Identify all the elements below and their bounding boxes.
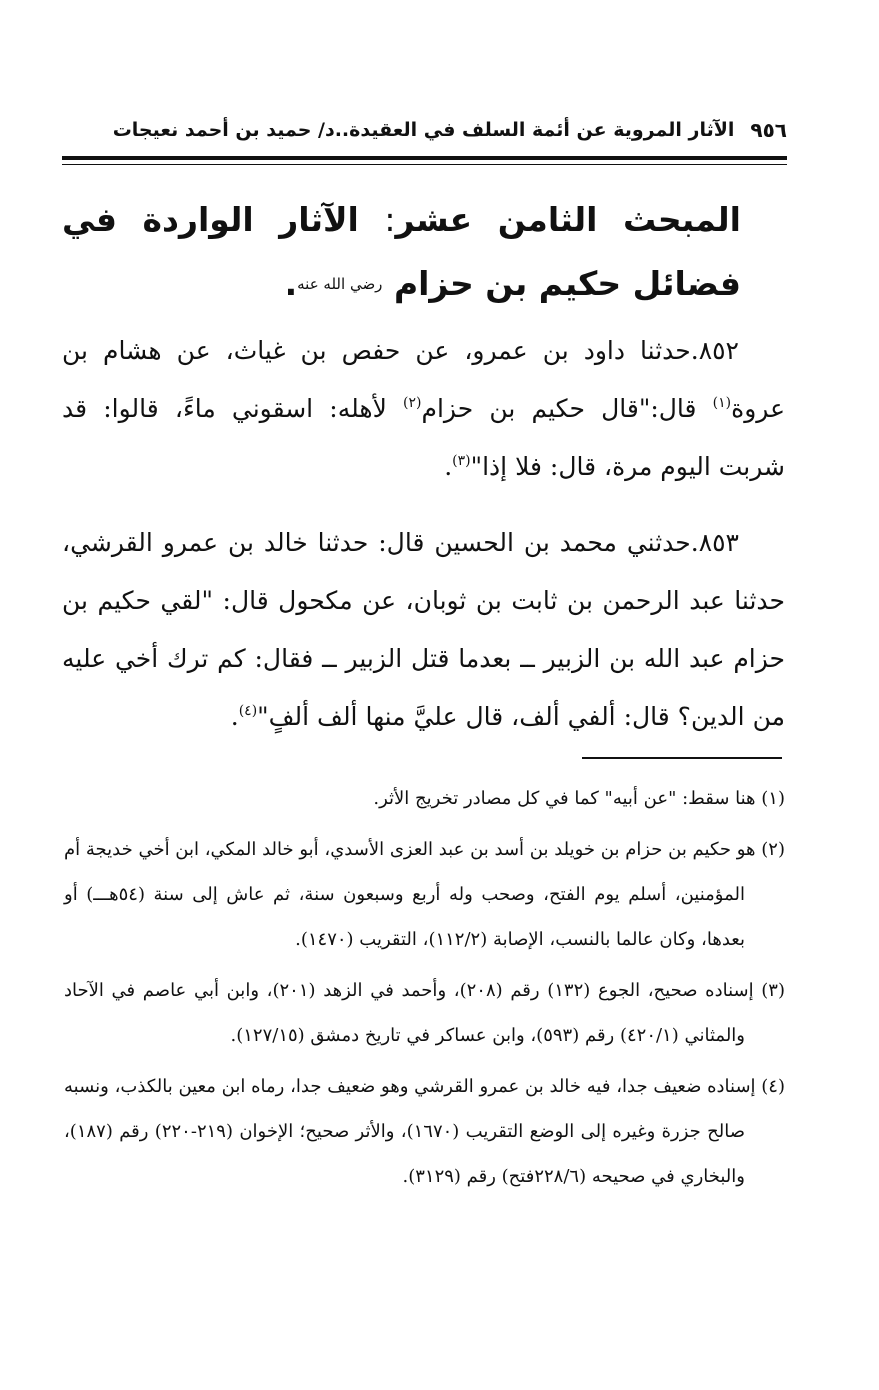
body-text [62, 322, 785, 764]
narration-number: ٨٥٢ [698, 336, 739, 365]
narration-text: .حدثنا داود بن عمرو، عن حفص بن غياث، عن هشام بن عروة [62, 336, 786, 423]
header-rule-thick [62, 156, 787, 160]
footnote-3: (٣) إسناده صحيح، الجوع (١٣٢) رقم (٢٠٨)، وأحمد في الزهد (٢٠١)، وابن أبي عاصم في الآحاد والمثاني (٤٢٠/١) رقم (٥٩٣)، وابن عساكر في تاريخ دمشق (١٢٧/١٥). [64, 980, 785, 1046]
footnote-1: (١) هنا سقط: "عن أبيه" كما في كل مصادر تخريج الأثر. [373, 788, 785, 809]
footnote-separator [582, 757, 782, 759]
narration-853 [62, 514, 785, 746]
footnote-2: (٢) هو حكيم بن حزام بن خويلد بن أسد بن عبد العزى الأسدي، أبو خالد المكي، ابن أخي خديجة أم المؤمنين، أسلم يوم الفتح، وصحب وله أربع وسبعون سنة، ثم عاش إلى سنة (٥٤هـــ) أو بعدها، وكان عالما بالنسب، الإصابة (١١٢/٢)، التقريب (١٤٧٠). [64, 839, 785, 950]
running-header [62, 112, 787, 148]
narration-text: لأهله: اسقوني ماءً، قالوا: قد شربت اليوم مرة، قال: فلا إذا" [62, 394, 785, 481]
header-rule-thin [62, 164, 787, 165]
footnote-ref: (٣) [452, 453, 471, 469]
section-title-main: المبحث الثامن عشر [395, 200, 741, 239]
narration-text: قال:"قال حكيم بن حزام [421, 394, 713, 423]
section-title-end: . [284, 264, 298, 303]
narration-852 [62, 322, 785, 496]
section-title-separator: : [384, 200, 396, 239]
narration-text: . [444, 452, 453, 481]
narration-number: ٨٥٣ [698, 528, 739, 557]
footnote-4: (٤) إسناده ضعيف جدا، فيه خالد بن عمرو القرشي وهو ضعيف جدا، رماه ابن معين بالكذب، ونسبه صالح جزرة وغيره إلى الوضع التقريب (١٦٧٠)، والأثر صحيح؛ الإخوان (٢١٩-٢٢٠) رقم (١٨٧)، والبخاري في صحيحه (٢٢٨/٦فتح) رقم (٣١٢٩). [64, 1076, 785, 1187]
footnote-ref: (٢) [403, 395, 422, 411]
footnotes [64, 776, 785, 1205]
running-title: الآثار المروية عن أئمة السلف في العقيدة..د/ حميد بن أحمد نعيجات [112, 119, 735, 141]
footnote-ref: (١) [712, 395, 732, 411]
narration-text: . [230, 702, 239, 731]
honorific-glyph: رضي الله عنه [297, 275, 383, 293]
section-title-rest: الآثار الواردة في فضائل حكيم بن حزام [62, 200, 741, 303]
section-title [62, 188, 741, 316]
narration-text: .حدثني محمد بن الحسين قال: حدثنا خالد بن عمرو القرشي، حدثنا عبد الرحمن بن ثابت بن ثوبان، عن مكحول قال: "لقي حكيم بن حزام عبد الله بن الزبير ــ بعدما قتل الزبير ــ فقال: كم ترك أخي عليه من الدين؟ قال: ألفي ألف، قال عليَّ منها ألف ألفٍ" [62, 528, 785, 731]
page-number: ٩٥٦ [750, 118, 787, 142]
footnote-ref: (٤) [238, 703, 258, 719]
